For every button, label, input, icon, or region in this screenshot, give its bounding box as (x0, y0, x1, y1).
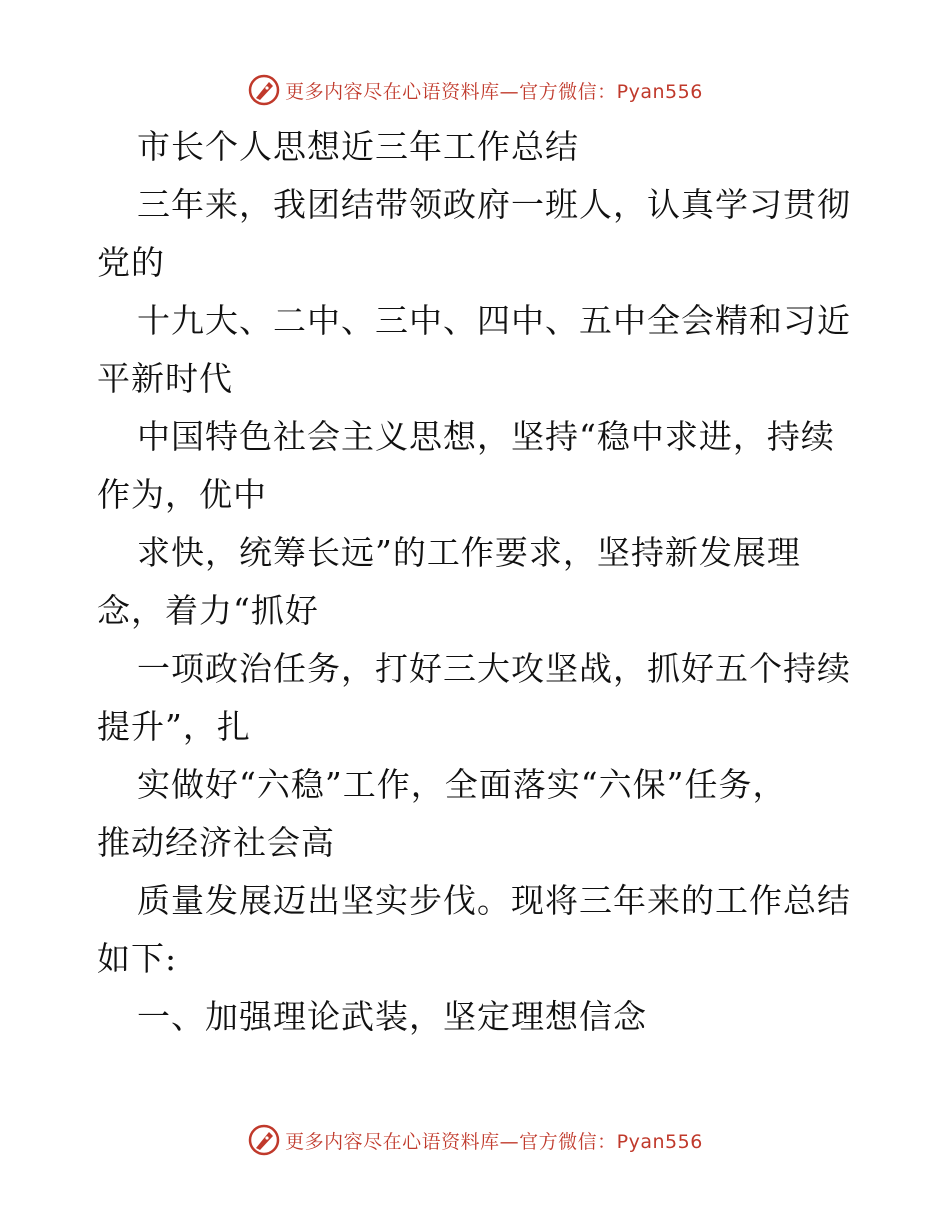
pen-nib-logo-icon (247, 1123, 281, 1157)
paragraph-line: 十九大、二中、三中、四中、五中全会精和习近 (137, 301, 851, 340)
paragraph-line: 实做好“六稳”工作，全面落实“六保”任务， (137, 765, 787, 804)
paragraph-line: 提升”，扎 (97, 707, 251, 746)
paragraph-line: 质量发展迈出坚实步伐。现将三年来的工作总结 (137, 881, 851, 920)
paragraph-line: 求快，统筹长远”的工作要求，坚持新发展理 (137, 533, 801, 572)
header-watermark-text: 更多内容尽在心语资料库—官方微信：Pyan556 (285, 80, 703, 103)
header-watermark-banner (0, 70, 950, 110)
document-title: 市长个人思想近三年工作总结 (137, 127, 579, 166)
pen-nib-logo-icon (247, 73, 281, 107)
footer-watermark-banner (0, 1120, 950, 1160)
document-body (97, 118, 857, 1046)
paragraph-line: 推动经济社会高 (97, 823, 335, 862)
section-heading: 一、加强理论武装，坚定理想信念 (137, 997, 647, 1036)
paragraph-line: 平新时代 (97, 359, 233, 398)
paragraph-line: 如下: (97, 939, 178, 978)
footer-watermark-text: 更多内容尽在心语资料库—官方微信：Pyan556 (285, 1130, 703, 1153)
paragraph-line: 三年来，我团结带领政府一班人，认真学习贯彻 (137, 185, 851, 224)
paragraph-line: 念，着力“抓好 (97, 591, 319, 630)
paragraph-line: 中国特色社会主义思想，坚持“稳中求进，持续 (137, 417, 835, 456)
paragraph-line: 一项政治任务，打好三大攻坚战，抓好五个持续 (137, 649, 851, 688)
paragraph-line: 党的 (97, 243, 165, 282)
paragraph-line: 作为，优中 (97, 475, 267, 514)
